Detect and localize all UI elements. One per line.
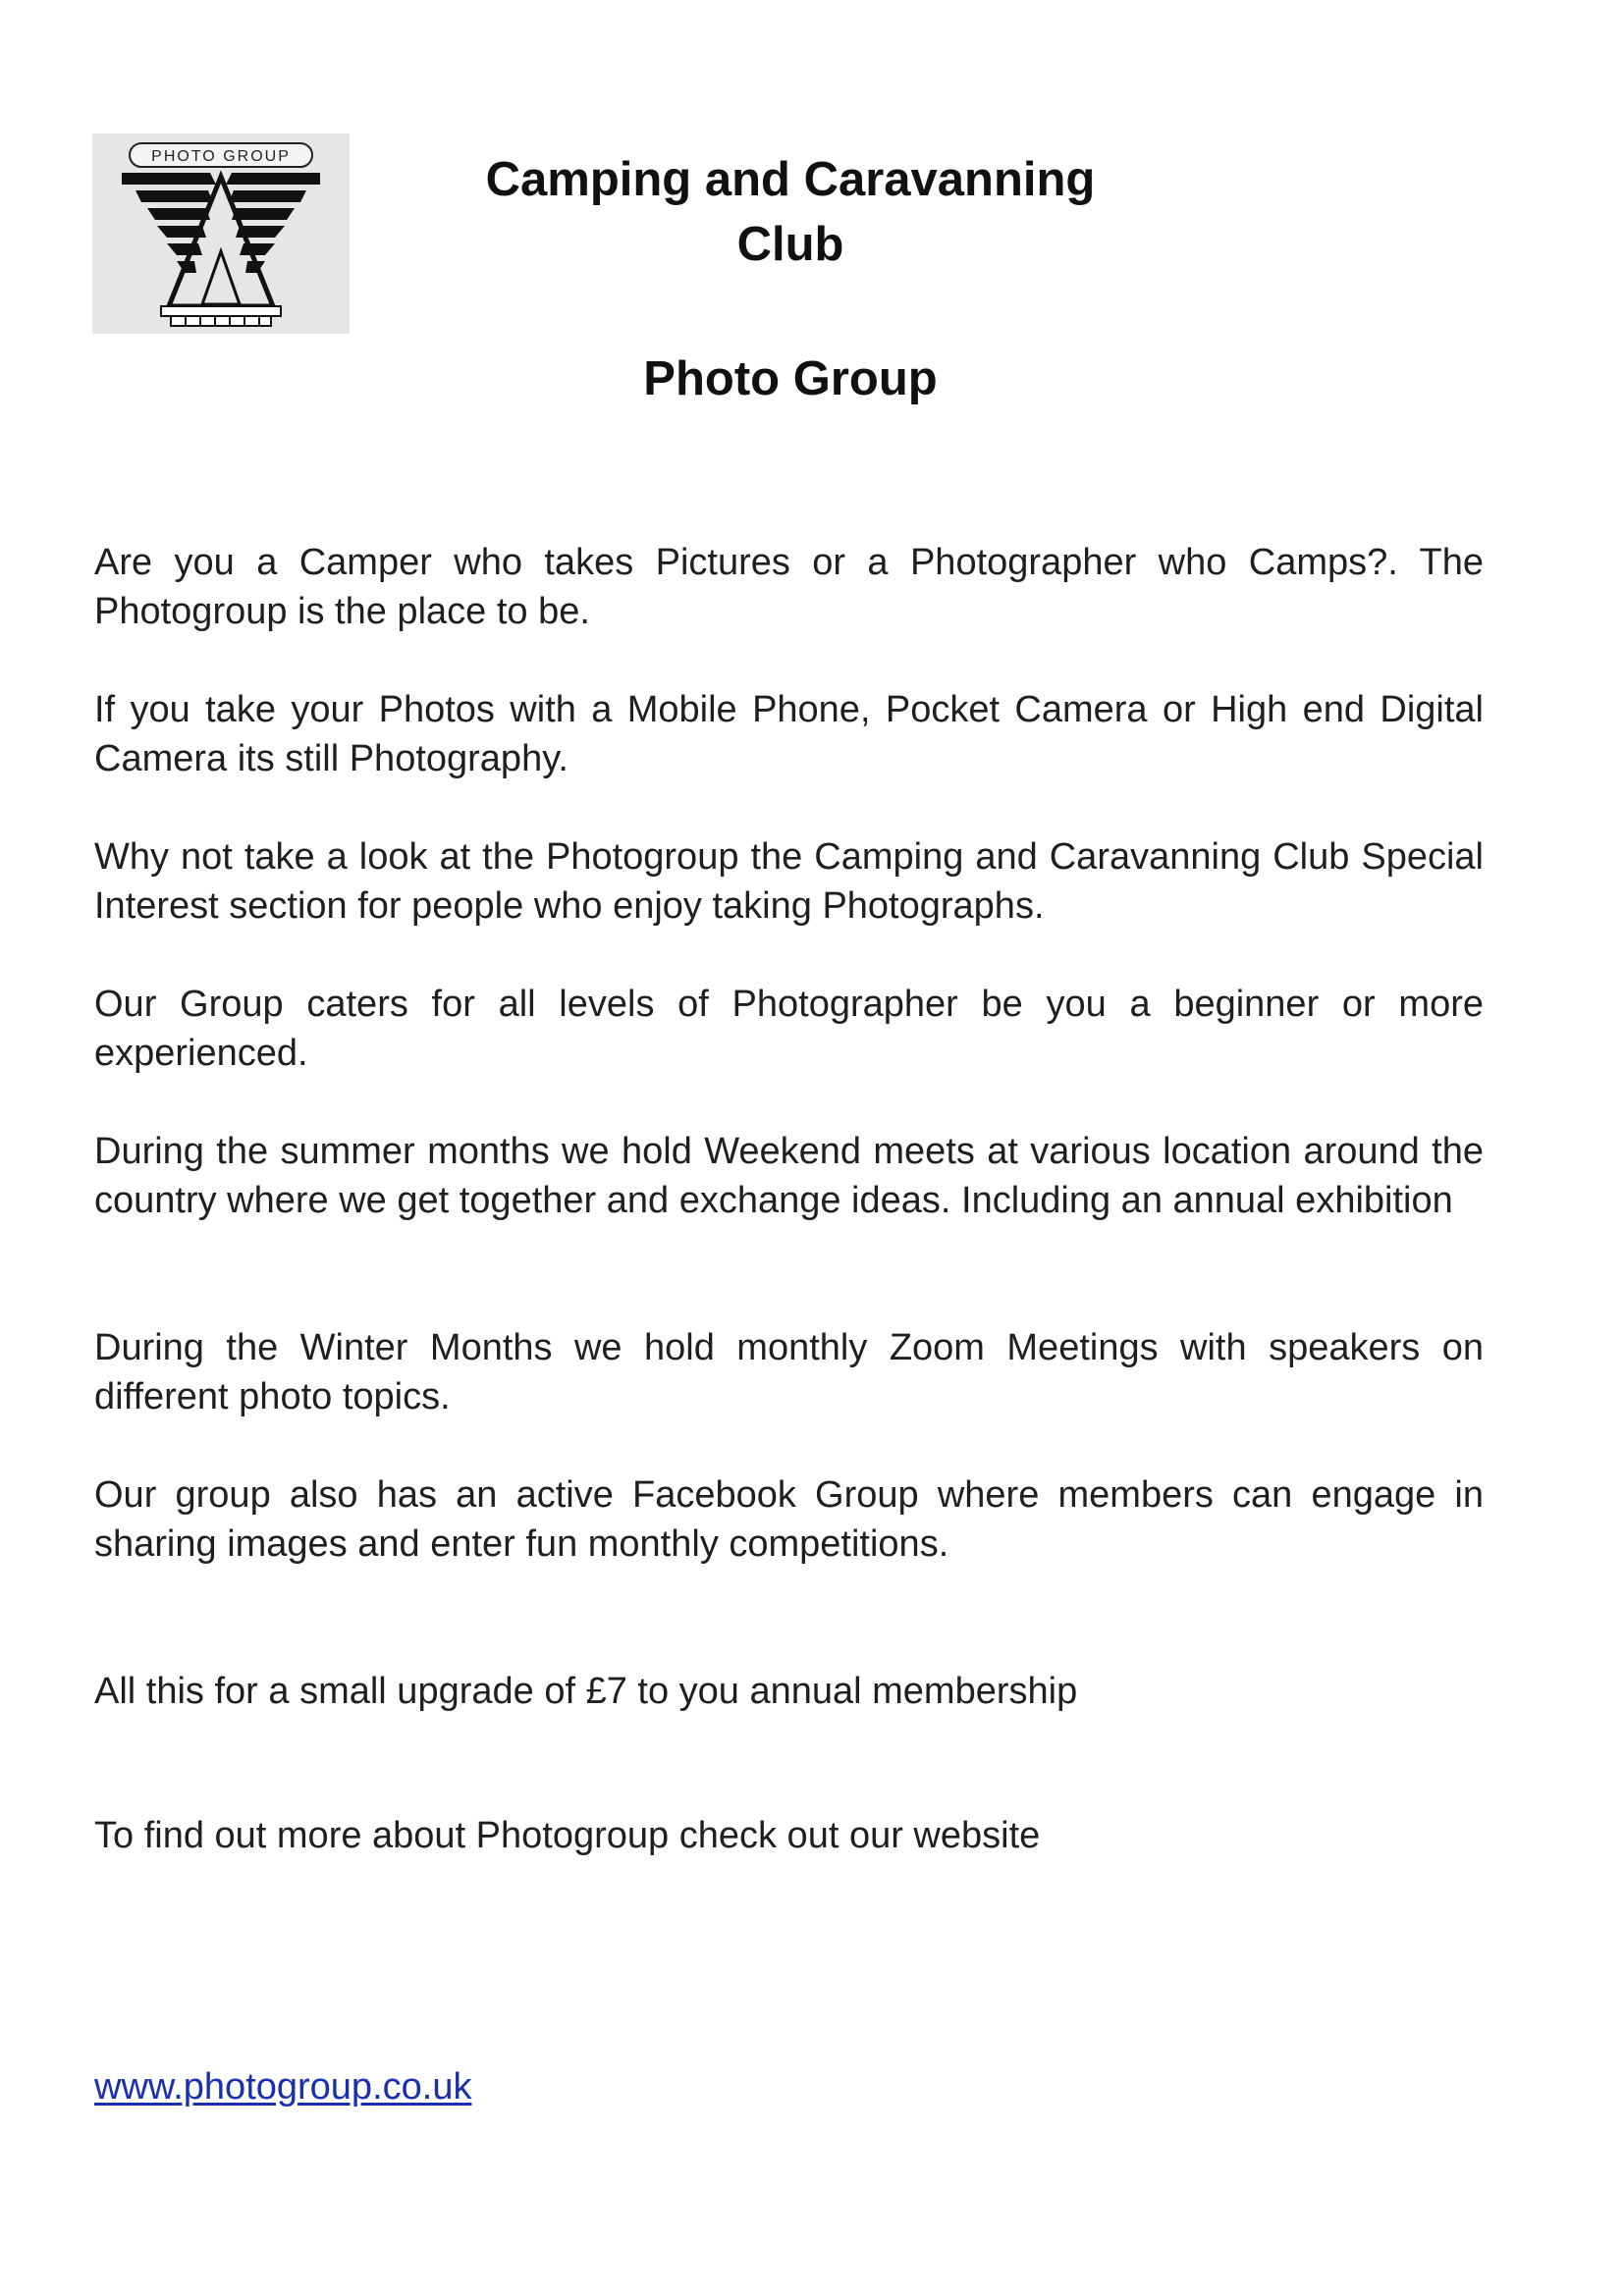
paragraph-special-interest: Why not take a look at the Photogroup the Camping and Caravanning Club Special Interest section for people who enjoy taking Photographs. [94,836,1484,927]
paragraph-facebook-group: Our group also has an active Facebook Group where members can engage in sharing images and enter fun monthly competitions. [94,1474,1484,1565]
page-subtitle: Photo Group [643,352,938,405]
paragraph-intro: Are you a Camper who takes Pictures or a Photographer who Camps?. The Photogroup is the place to be. [94,542,1484,632]
logo-text: PHOTO GROUP [151,148,291,165]
page-title-line-2: Club [736,218,844,271]
paragraph-devices: If you take your Photos with a Mobile Phone, Pocket Camera or High end Digital Camera its still Photography. [94,689,1484,779]
paragraph-membership-price: All this for a small upgrade of £7 to you annual membership [94,1671,1078,1712]
photo-group-tent-logo-icon [92,133,350,334]
paragraph-levels: Our Group caters for all levels of Photographer be you a beginner or more experienced. [94,984,1484,1074]
paragraph-find-out-more: To find out more about Photogroup check out our website [94,1815,1041,1856]
website-link[interactable]: www.photogroup.co.uk [94,2066,472,2108]
page-title-line-1: Camping and Caravanning [485,153,1096,206]
paragraph-winter-meetings: During the Winter Months we hold monthly Zoom Meetings with speakers on different photo topics. [94,1327,1484,1417]
photo-group-logo [92,133,350,334]
paragraph-summer-meets: During the summer months we hold Weekend meets at various location around the country where we get together and exchange ideas. Including an annual exhibition [94,1131,1484,1221]
